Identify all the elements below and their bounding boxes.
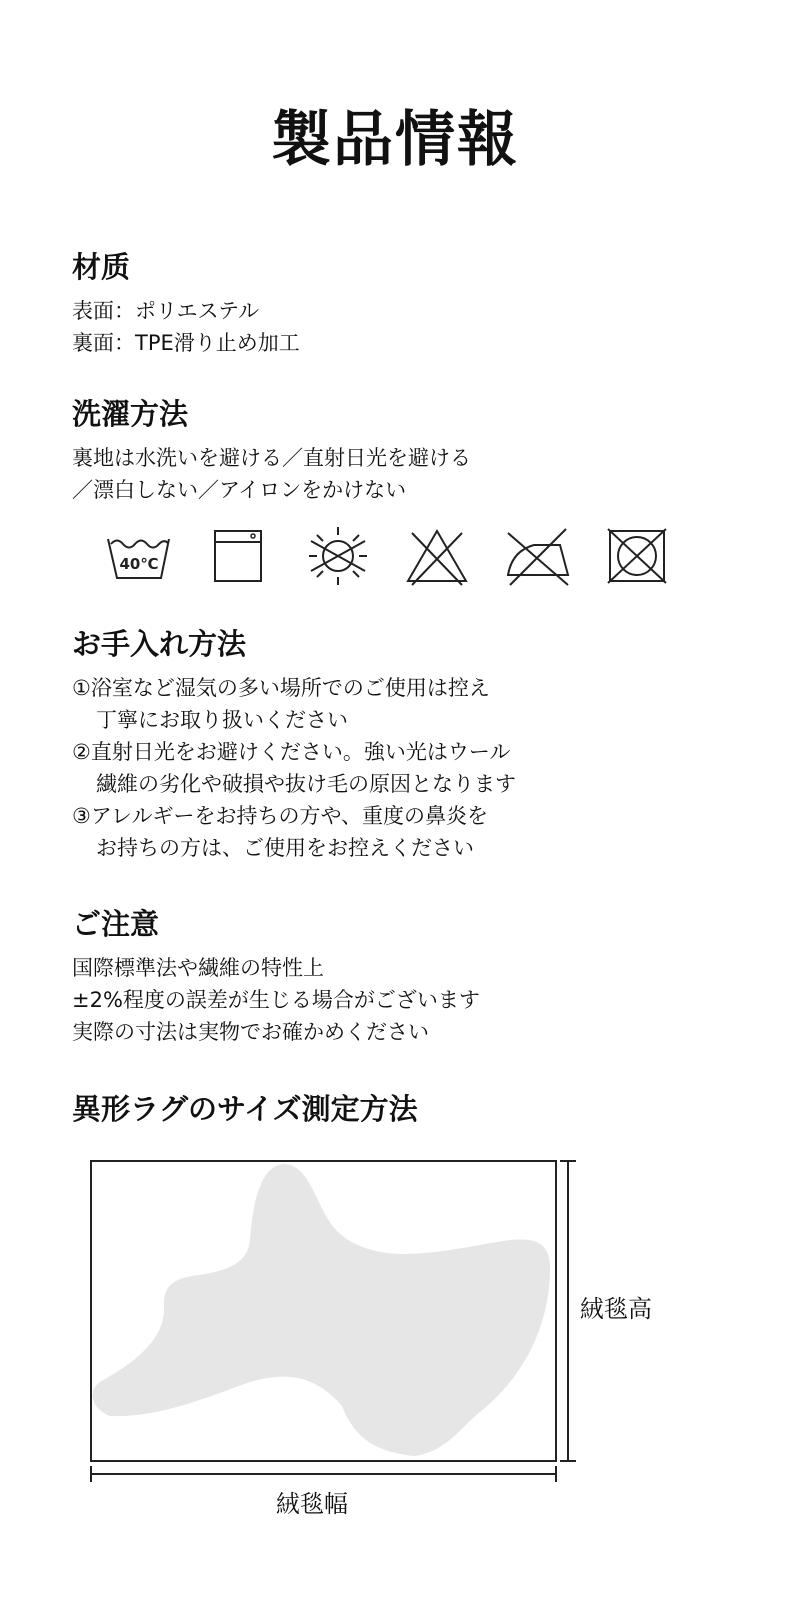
irregular-rug-shape — [93, 1164, 550, 1456]
notice-section — [72, 907, 722, 1048]
care-section — [72, 627, 722, 864]
no-tumble-dry-icon — [604, 523, 670, 589]
no-bleach-icon — [404, 523, 470, 589]
material-line: 裏面：TPE滑り止め加工 — [72, 330, 300, 355]
care-item-line: ②直射日光をお避けください。強い光はウール — [72, 739, 511, 764]
material-heading: 材质 — [72, 250, 131, 284]
page-title: 製品情報 — [271, 105, 519, 175]
notice-line: 国際標準法や繊維の特性上 — [72, 955, 324, 980]
washing-section — [72, 397, 722, 506]
notice-heading: ご注意 — [72, 907, 160, 941]
care-symbol-row — [105, 523, 670, 589]
washing-line: ／漂白しない／アイロンをかけない — [72, 477, 407, 502]
rug-width-label: 絨毯幅 — [276, 1490, 348, 1518]
washing-line: 裏地は水洗いを避ける／直射日光を避ける — [72, 445, 471, 470]
wash-40c-icon — [105, 523, 171, 589]
care-item-line: お持ちの方は、ご使用をお控えください — [96, 835, 474, 860]
care-item-line: 繊維の劣化や破損や抜け毛の原因となります — [96, 771, 516, 796]
rug-measure-diagram — [80, 1150, 690, 1530]
height-dimension-line — [560, 1161, 576, 1461]
material-line: 表面：ポリエステル — [72, 298, 260, 323]
material-section — [72, 250, 722, 359]
care-heading: お手入れ方法 — [72, 627, 247, 661]
no-iron-icon — [504, 523, 570, 589]
notice-line: ±2%程度の誤差が生じる場合がございます — [72, 987, 480, 1012]
care-item-line: ①浴室など湿気の多い場所でのご使用は控え — [72, 675, 490, 700]
no-sun-drying-icon — [305, 523, 371, 589]
rug-diagram-graphic — [80, 1150, 690, 1530]
measure-heading: 異形ラグのサイズ測定方法 — [72, 1092, 418, 1126]
notice-line: 実際の寸法は実物でお確かめください — [72, 1019, 429, 1044]
care-item-line: 丁寧にお取り扱いください — [96, 707, 348, 732]
tumble-dry-icon — [205, 523, 271, 589]
measure-section — [72, 1092, 722, 1137]
width-dimension-line — [91, 1466, 556, 1482]
washing-heading: 洗濯方法 — [72, 397, 189, 431]
wash-temperature-label: 40℃ — [119, 555, 159, 573]
care-item-line: ③アレルギーをお持ちの方や、重度の鼻炎を — [72, 803, 489, 828]
rug-height-label: 絨毯高 — [580, 1295, 652, 1323]
